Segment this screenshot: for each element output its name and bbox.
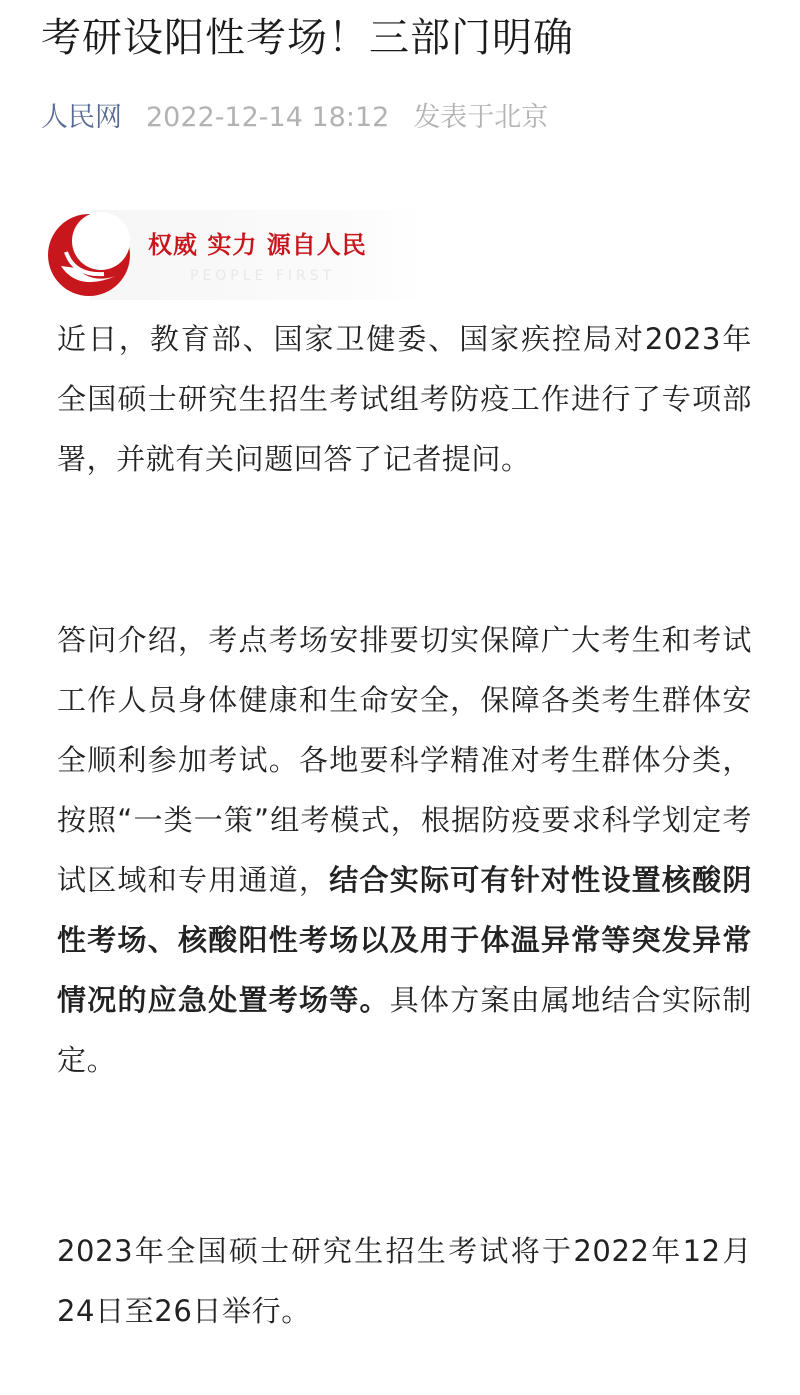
paragraph-2-tail: 具体方案由属地结合实际制定。 xyxy=(57,983,752,1077)
people-logo-icon xyxy=(48,212,130,296)
paragraph-1: 近日，教育部、国家卫健委、国家疾控局对2023年全国硕士研究生招生考试组考防疫工作进行了专项部署，并就有关问题回答了记者提问。 xyxy=(57,322,752,476)
paragraph-2-bold: 结合实际可有针对性设置核酸阴性考场、核酸阳性考场以及用于体温异常等突发异常情况的应急处置考场等。 xyxy=(57,863,753,1017)
source-link[interactable]: 人民网 xyxy=(41,102,122,133)
paragraph-2-intro: 答问介绍，考点考场安排要切实保障广大考生和考试工作人员身体健康和生命安全，保障各类考生群体安全顺利参加考试。各地要科学精准对考生群体分类，按照“一类一策”组考模式，根据防疫要求科学划定考试区域和专用通道， xyxy=(57,623,752,897)
article-meta xyxy=(41,98,548,138)
publish-location: 发表于北京 xyxy=(413,102,549,133)
banner-slogan: 权威 实力 源自人民 xyxy=(148,230,367,259)
publish-time: 2022-12-14 18:12 xyxy=(146,102,390,133)
paragraph-3: 2023年全国硕士研究生招生考试将于2022年12月24日至26日举行。 xyxy=(57,1234,752,1328)
banner-subtitle: PEOPLE FIRST xyxy=(190,268,336,284)
people-daily-banner xyxy=(46,210,426,300)
article-title: 考研设阳性考场！三部门明确 xyxy=(41,15,574,61)
paragraph-2 xyxy=(57,610,752,1090)
